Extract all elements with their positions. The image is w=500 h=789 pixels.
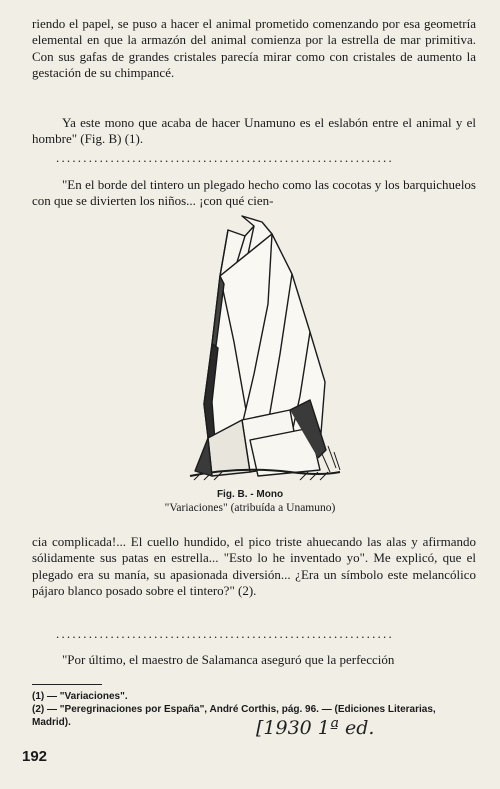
paragraph-5: "Por último, el maestro de Salamanca aseguró que la perfección xyxy=(62,652,395,667)
paragraph-1: riendo el papel, se puso a hacer el animal prometido comenzando por esa geometría elemental en que la armazón del animal comienza por la estrella de mar primitiva. Con sus gafas de grandes cristales parecía mirar como con cristales de aumento la gestación de su chimpancé. xyxy=(32,16,476,80)
origami-illustration xyxy=(150,214,360,486)
footnote-1: (1) — "Variaciones". xyxy=(32,691,128,702)
paragraph-3: "En el borde del tintero un plegado hecho como las cocotas y los barquichuelos con que se divierten los niños... ¡con qué cien- xyxy=(32,177,476,209)
origami-figure xyxy=(150,214,360,486)
ellipsis-separator-1: .............................................................. xyxy=(56,150,394,165)
ellipsis-separator-2: .............................................................. xyxy=(56,626,394,641)
paragraph-4: cia complicada!... El cuello hundido, el pico triste ahuecando las alas y afirmando sólidamente sus patas en estrella... "Esto lo he inventado yo". Me explicó, que el plegado era su manía, su apasionada diversión... ¿Era un símbolo este melancólico pájaro blanco posado sobre el tintero?" (2). xyxy=(32,534,476,598)
figure-caption-subtitle: "Variaciones" (atribuída a Unamuno) xyxy=(164,502,336,514)
paragraph-2: Ya este mono que acaba de hacer Unamuno es el eslabón entre el animal y el hombre" (Fig. B) (1). xyxy=(32,115,476,147)
figure-caption-title: Fig. B. - Mono xyxy=(216,489,284,500)
footnote-rule xyxy=(32,684,102,685)
footnote-2: (2) — "Peregrinaciones por España", André Corthis, pág. 96. — (Ediciones Literarias, Madrid). xyxy=(32,704,436,728)
page-number: 192 xyxy=(22,748,48,765)
handwritten-note: [1930 1ª ed. xyxy=(256,717,375,739)
